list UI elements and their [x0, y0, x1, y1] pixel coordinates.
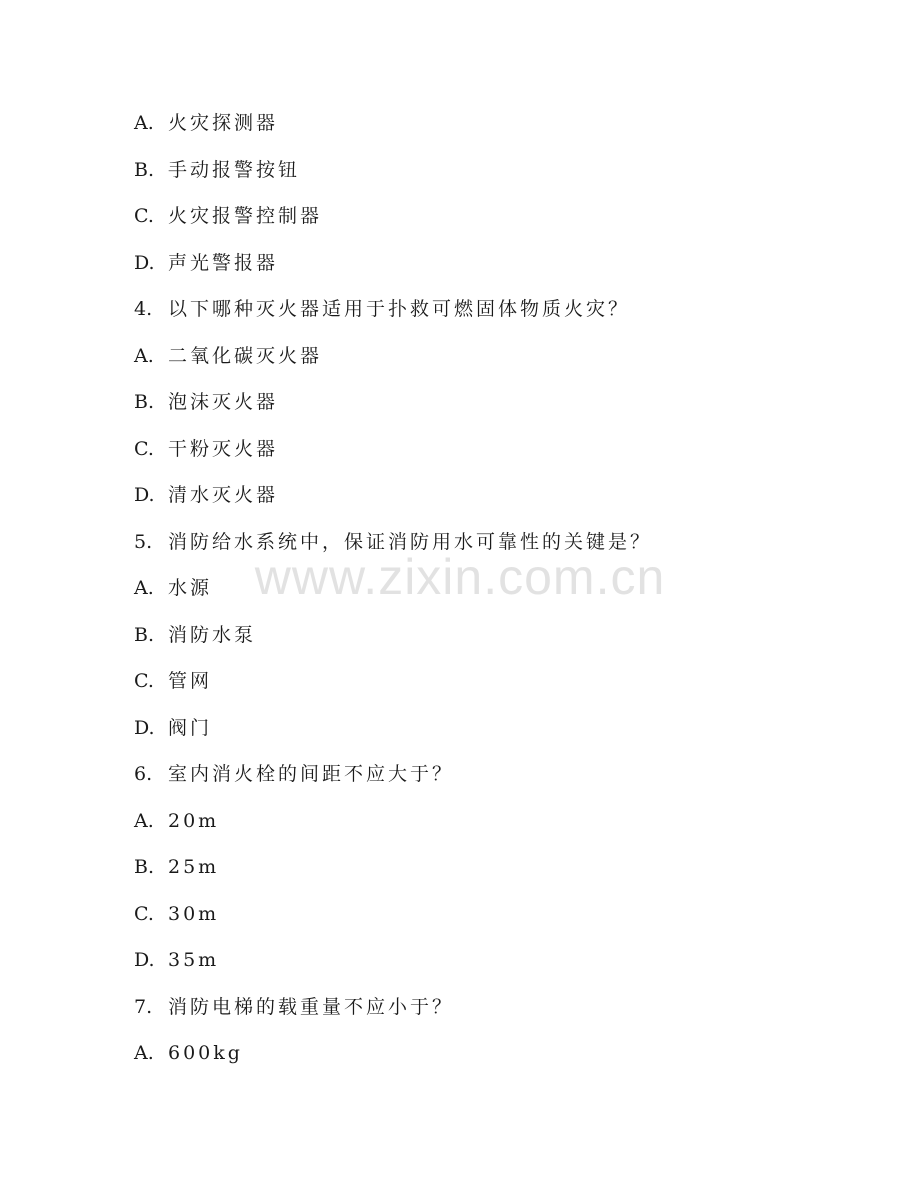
option-label: A.: [134, 577, 154, 599]
option-line: [134, 104, 834, 151]
option-label: C.: [134, 437, 154, 460]
option-label: D.: [134, 251, 155, 274]
option-label: A.: [134, 809, 154, 832]
option-text: 泡沫灭火器: [168, 391, 279, 413]
option-line: [134, 895, 834, 942]
option-line: [134, 569, 834, 616]
option-text: 手动报警按钮: [168, 158, 301, 181]
option-line: [134, 662, 834, 709]
option-line: [134, 430, 834, 477]
question-text: 消防给水系统中，保证消防用水可靠性的关键是？: [168, 530, 653, 553]
option-label: C.: [134, 670, 154, 692]
question-number: 6.: [134, 763, 153, 785]
option-label: A.: [134, 1042, 154, 1064]
option-text: 25m: [168, 856, 220, 878]
option-text: 火灾报警控制器: [168, 205, 323, 227]
question-line: [134, 523, 834, 570]
option-label: C.: [134, 902, 154, 925]
option-text: 600kg: [168, 1042, 243, 1064]
option-text: 干粉灭火器: [168, 437, 279, 460]
option-line: [134, 383, 834, 430]
question-text: 室内消火栓的间距不应大于？: [168, 763, 455, 785]
option-line: [134, 941, 834, 988]
option-line: [134, 244, 834, 291]
option-text: 30m: [168, 902, 220, 925]
option-text: 声光警报器: [168, 251, 279, 274]
option-text: 二氧化碳灭火器: [168, 344, 323, 367]
question-number: 7.: [134, 995, 153, 1018]
question-number: 4.: [134, 298, 153, 320]
option-text: 35m: [168, 949, 220, 971]
option-line: [134, 476, 834, 523]
option-line: [134, 151, 834, 198]
option-line: [134, 1034, 834, 1081]
question-number: 5.: [134, 530, 153, 553]
option-line: [134, 848, 834, 895]
question-text: 以下哪种灭火器适用于扑救可燃固体物质火灾？: [168, 298, 631, 320]
option-line: [134, 709, 834, 756]
option-text: 水源: [168, 577, 213, 599]
option-label: D.: [134, 716, 155, 739]
question-text: 消防电梯的载重量不应小于？: [168, 995, 455, 1018]
option-text: 阀门: [168, 716, 213, 739]
option-label: B.: [134, 391, 155, 413]
option-label: B.: [134, 623, 155, 646]
option-text: 清水灭火器: [168, 484, 279, 506]
option-label: B.: [134, 856, 155, 878]
option-line: [134, 337, 834, 384]
question-line: [134, 755, 834, 802]
option-line: [134, 802, 834, 849]
option-text: 消防水泵: [168, 623, 257, 646]
option-text: 管网: [168, 670, 213, 692]
option-line: [134, 197, 834, 244]
option-label: A.: [134, 112, 154, 134]
question-line: [134, 988, 834, 1035]
option-label: A.: [134, 344, 154, 367]
option-label: D.: [134, 484, 155, 506]
option-text: 火灾探测器: [168, 112, 279, 134]
option-label: B.: [134, 158, 155, 181]
watermark: www.zixin.com.cn: [254, 549, 666, 605]
option-label: C.: [134, 205, 154, 227]
option-line: [134, 616, 834, 663]
question-list: [134, 104, 834, 1081]
option-label: D.: [134, 949, 155, 971]
question-line: [134, 290, 834, 337]
option-text: 20m: [168, 809, 220, 832]
